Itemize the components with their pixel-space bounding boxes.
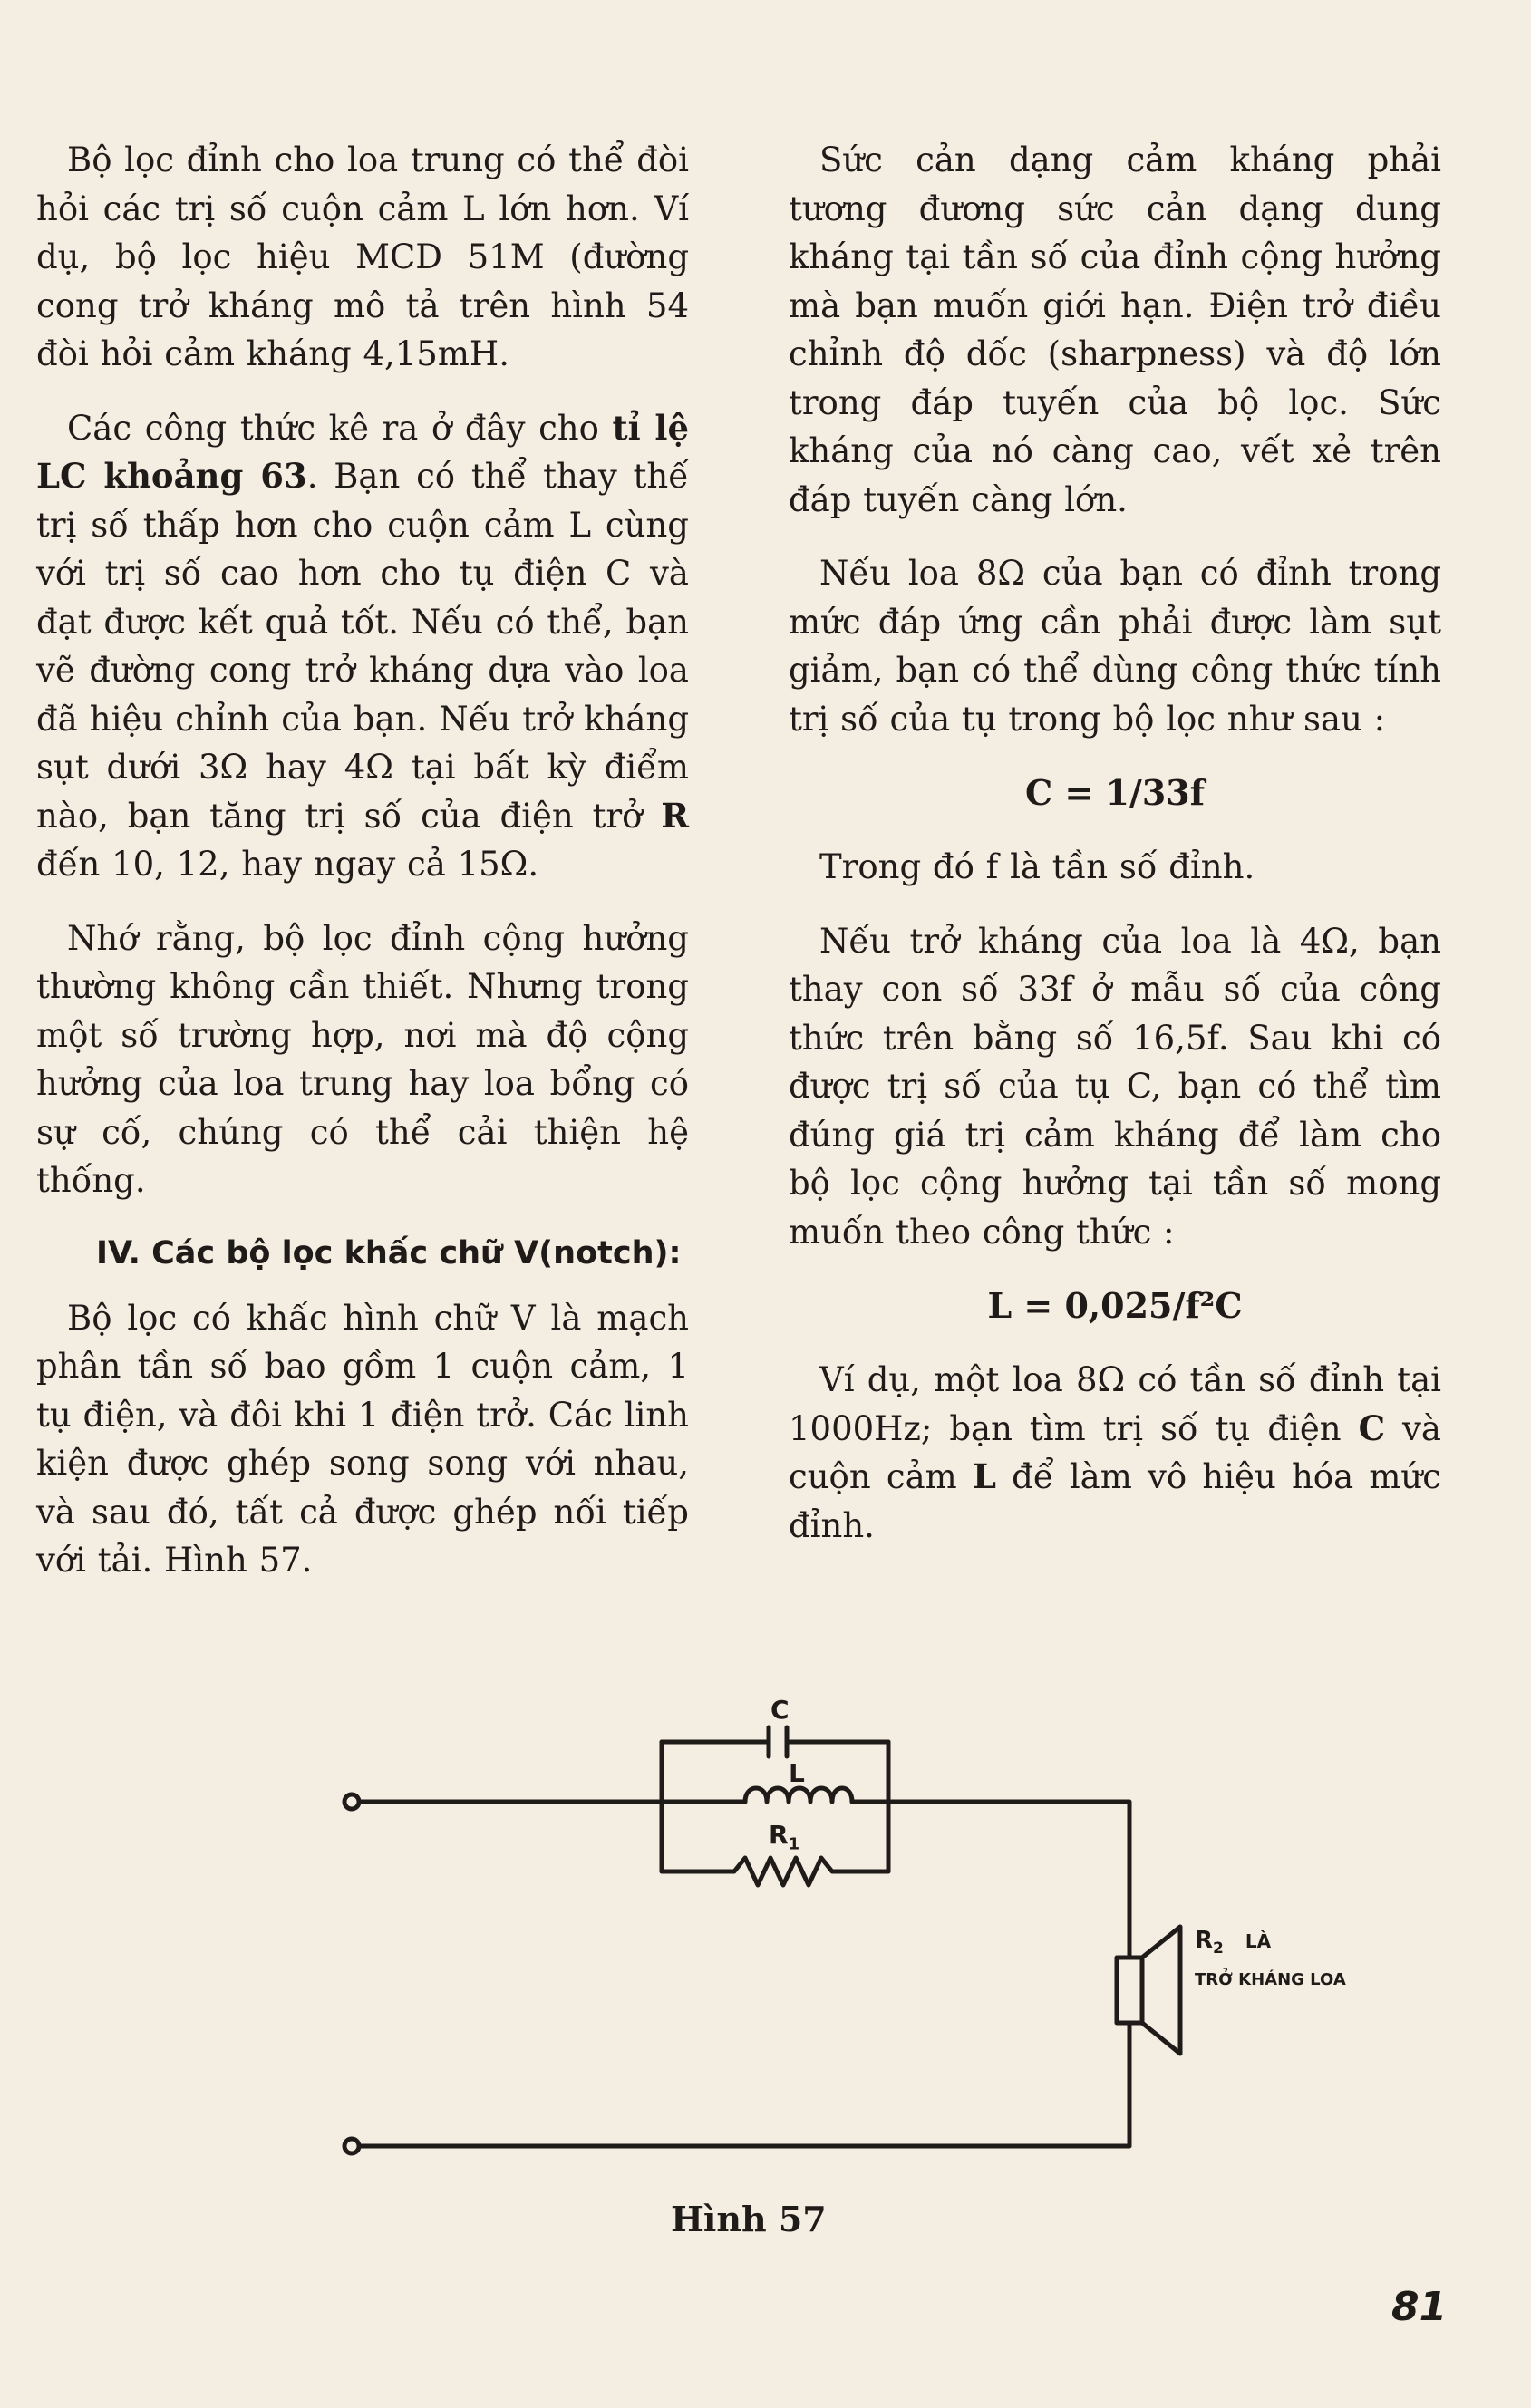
circuit-figure <box>335 1695 1405 2184</box>
bold-text: L <box>972 1456 996 1496</box>
right-paragraph-4: Nếu trở kháng của loa là 4Ω, bạn thay con số 33f ở mẫu số của công thức trên bằng số 16,5f. Sau khi có được trị số của tụ C, bạn có thể tìm đúng giá trị cảm kháng để làm cho bộ lọc cộng hưởng tại tần số mong muốn theo công thức : <box>789 921 1441 1252</box>
resistor-r2-subscript: 2 <box>1213 1939 1224 1958</box>
bold-text: R <box>661 795 689 836</box>
capacitor-label: C <box>770 1695 790 1725</box>
resistor-r1-subscript: 1 <box>788 1834 800 1854</box>
wire-to-speaker <box>888 1802 1129 1958</box>
wire-return <box>359 2023 1129 2146</box>
inductor-coil <box>745 1788 852 1802</box>
resistor-r1-label <box>769 1820 799 1854</box>
resistor-r2-label <box>1195 1927 1271 1958</box>
figure-caption: Hình 57 <box>671 2199 827 2239</box>
section-heading: IV. Các bộ lọc khấc chữ V(notch): <box>96 1234 682 1272</box>
left-column <box>36 136 689 1610</box>
left-paragraph-1: Bộ lọc đỉnh cho loa trung có thể đòi hỏi các trị số cuộn cảm L lớn hơn. Ví dụ, bộ lọc hiệu MCD 51M (đường cong trở kháng mô tả trên hình 54 đòi hỏi cảm kháng 4,15mH. <box>36 140 689 373</box>
speaker-cone <box>1142 1927 1180 2054</box>
right-paragraph-1: Sức cản dạng cảm kháng phải tương đương sức cản dạng dung kháng tại tần số của đỉnh cộng hưởng mà bạn muốn giới hạn. Điện trở điều chỉnh độ dốc (sharpness) và độ lớn trong đáp tuyến của bộ lọc. Sức kháng của nó càng cao, vết xẻ trên đáp tuyến càng lớn. <box>789 140 1441 519</box>
formula-inductor: L = 0,025/f²C <box>987 1285 1243 1326</box>
text-run: để làm vô hiệu hóa mức đỉnh. <box>789 1457 1441 1545</box>
resistor-r1 <box>662 1858 888 1885</box>
right-paragraph-3: Trong đó f là tần số đỉnh. <box>819 847 1255 886</box>
speaker-body <box>1117 1958 1142 2023</box>
resistor-r2-la: LÀ <box>1245 1930 1272 1952</box>
left-paragraph-4: Bộ lọc có khấc hình chữ V là mạch phân tần số bao gồm 1 cuộn cảm, 1 tụ điện, và đôi khi 1 điện trở. Các linh kiện được ghép song song với nhau, và sau đó, tất cả được ghép nối tiếp với tải. Hình 57. <box>36 1298 689 1580</box>
left-paragraph-3: Nhớ rằng, bộ lọc đỉnh cộng hưởng thường không cần thiết. Nhưng trong một số trường hợp, nơi mà độ cộng hưởng của loa trung hay loa bổng có sự cố, chúng có thể cải thiện hệ thống. <box>36 918 689 1200</box>
text-run: đến 10, 12, hay ngay cả 15Ω. <box>36 845 539 884</box>
page-number: 81 <box>1391 2284 1448 2330</box>
resistor-r2-letter: R <box>1195 1927 1214 1954</box>
text-run: Ví dụ, một loa 8Ω có tần số đỉnh tại 1000Hz; bạn tìm trị số tụ điện <box>789 1360 1441 1448</box>
formula-capacitor: C = 1/33f <box>1024 772 1206 813</box>
right-paragraph-5 <box>789 1356 1441 1550</box>
text-run: và cuộn cảm <box>789 1408 1441 1496</box>
bold-text: C <box>1358 1407 1386 1448</box>
inductor-label: L <box>789 1758 805 1788</box>
right-column <box>789 136 1441 1575</box>
left-paragraph-2 <box>36 404 689 889</box>
speaker-impedance-label: TRỞ KHÁNG LOA <box>1195 1970 1346 1989</box>
text-run: Các công thức kê ra ở đây cho <box>67 408 613 448</box>
bold-text: tỉ lệ LC khoảng 63 <box>36 407 690 496</box>
resistor-r1-letter: R <box>769 1820 789 1850</box>
text-run: . Bạn có thể thay thế trị số thấp hơn cho cuộn cảm L cùng với trị số cao hơn cho tụ điện C và đạt được kết quả tốt. Nếu có thể, bạn vẽ đường cong trở kháng dựa vào loa đã hiệu chỉnh của bạn. Nếu trở kháng sụt dưới 3Ω hay 4Ω tại bất kỳ điểm nào, bạn tăng trị số của điện trở <box>36 457 689 836</box>
right-paragraph-2: Nếu loa 8Ω của bạn có đỉnh trong mức đáp ứng cần phải được làm sụt giảm, bạn có thể dùng công thức tính trị số của tụ trong bộ lọc như sau : <box>789 554 1441 739</box>
